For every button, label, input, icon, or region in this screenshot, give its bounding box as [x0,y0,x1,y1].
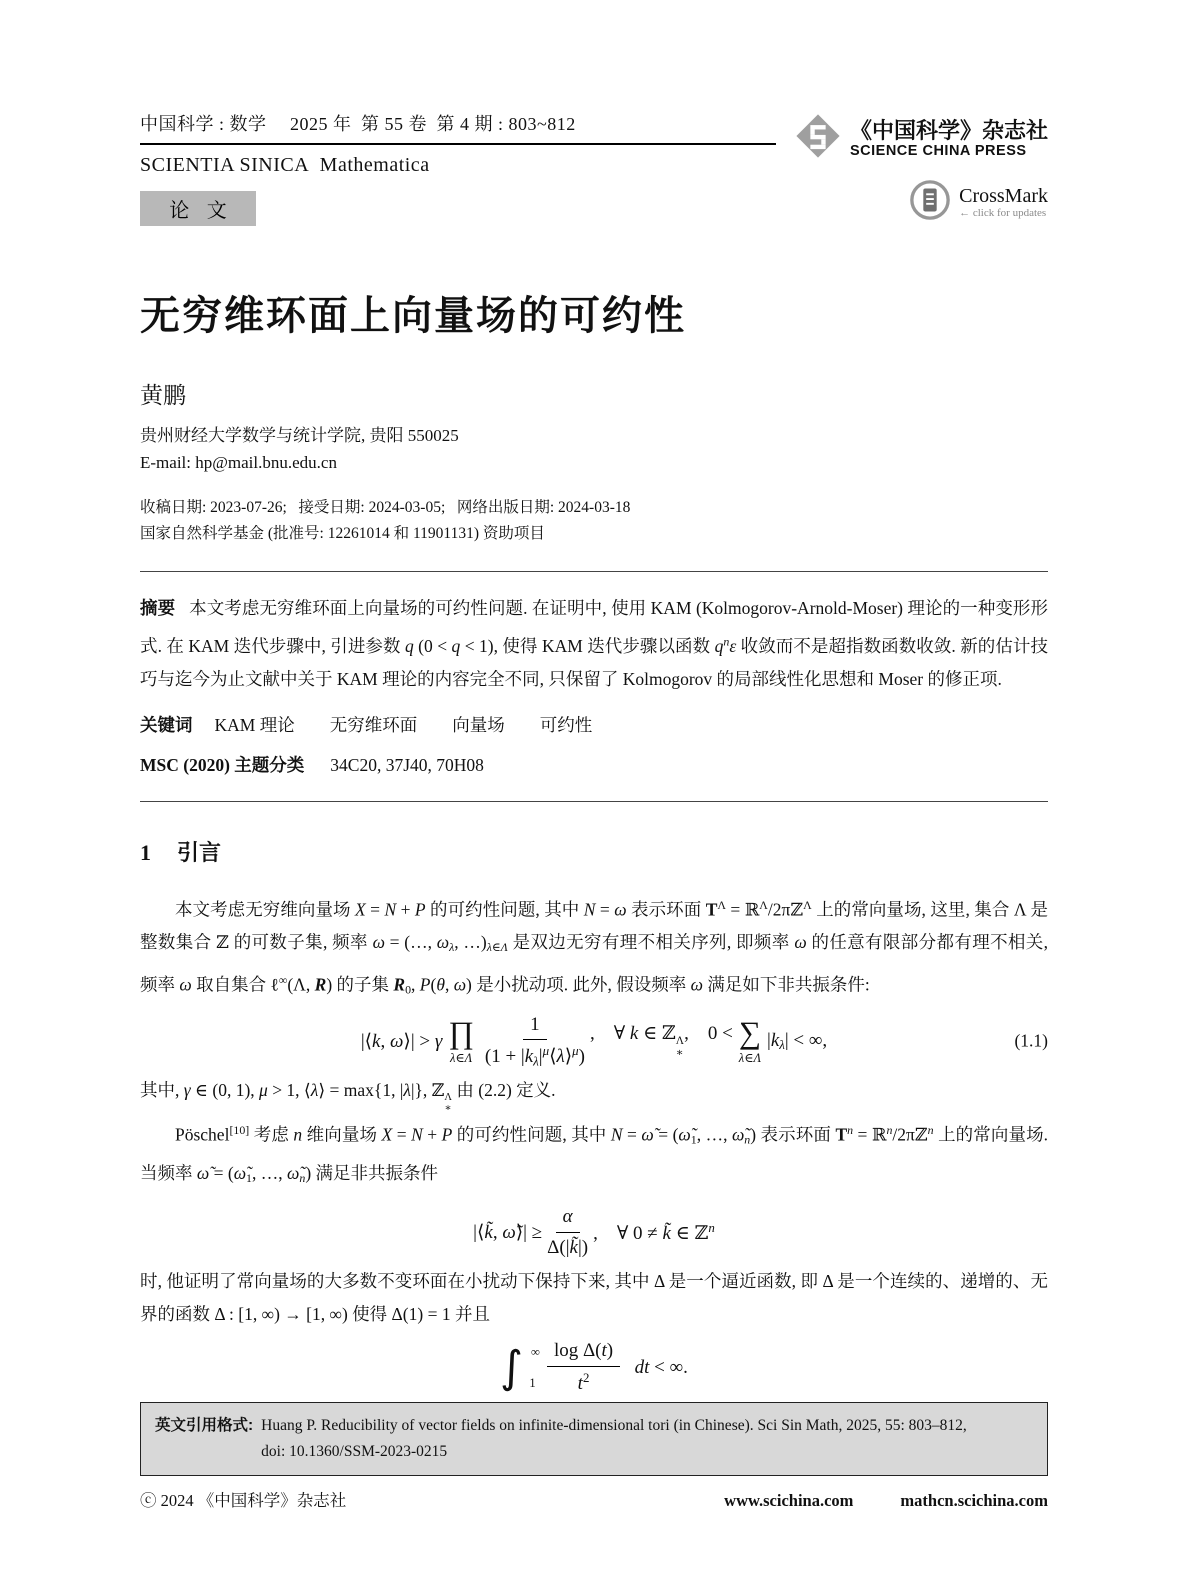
integral-upper-limit: ∞ [531,1344,540,1359]
author-name: 黄鹏 [140,383,186,408]
integral-operator [500,1341,540,1393]
intro-paragraph-3: Pöschel[10] 考虑 n 维向量场 X = N + P 的可约性问题, 其中 N = ω̃ = (ω̃1, …, ω̃n) 表示环面 $T^n$ = ℝ$^n$/2πℤ$^n$ 上的常向量场. 当频率 ω̃ = (ω̃1, …, ω̃n) 满足非共振条件 [140,1123,1049,1185]
eq2-lhs: |⟨k̃, ω̃⟩| ≥ [473,1221,543,1243]
integral-symbol: ∫ [500,1341,524,1393]
eq3-fraction [547,1339,620,1396]
press-logo-block [794,112,1048,165]
abstract [140,592,1048,696]
equation-integral [140,1339,1048,1396]
section-title: 引言 [177,839,222,865]
eq3-tail: dt < ∞. [634,1356,688,1378]
keywords-list: KAM 理论 无穷维环面 向量场 可约性 [214,714,593,735]
email-address: hp@mail.bnu.edu.cn [195,453,337,472]
product-symbol: ∏ [448,1015,474,1051]
intro-paragraph-1: 本文考虑无穷维向量场 X = N + P 的可约性问题, 其中 N = ω 表示环面 $T^\Lambda$ = ℝ$^\Lambda$/2πℤ$^\Lambda$ 上的常向量场, 这里, 集合 Λ 是整数集合 ℤ 的可数子集, 频率 ω = (…, ωλ, …)λ∈Λ 是双边无穷有理不相关序列, 即频率 ω 的任意有限部分都有理不相关, 频率 ω 取自集合 ℓ∞(Λ, R) 的子集 R0, P(θ, ω) 是小扰动项. 此外, 假设频率 ω 满足如下非共振条件: [140,897,1049,997]
email-label: E-mail: [140,453,191,472]
equation-1-1-line [361,1013,827,1070]
product-operator [448,1017,474,1065]
intro-paragraph-2: 其中, γ ∈ (0, 1), μ > 1, ⟨λ⟩ = max{1, |λ|}, ℤ Λ ∗ 由 (2.2) 定义. [140,1079,556,1115]
paper-title: 无穷维环面上向量场的可约性 [140,294,686,338]
abstract-text: 本文考虑无穷维环面上向量场的可约性问题. 在证明中, 使用 KAM (Kolmogorov-Arnold-Moser) 理论的一种变形形式. 在 KAM 迭代步骤中, 引进参数 q (0 < q < 1), 使得 KAM 迭代步骤以函数 $q^n\varepsilon$ 收敛而不是超指数函数收敛. 新的估计技巧与迄今为止文献中关于 KAM 理论的内容完全不同, 只保留了 Kolmogorov 的局部线性化思想和 Moser 的修正项. [140,598,1048,689]
keywords-line [140,712,1048,737]
section-number: 1 [140,839,151,865]
eq1-tail: |kλ| < ∞, [767,1029,828,1052]
press-name [850,118,1048,160]
journal-header-right [794,110,1048,226]
citation-text [261,1413,967,1465]
msc-line [140,752,1048,777]
equation-1-1 [140,1013,1048,1070]
funding-line: 国家自然科学基金 (批准号: 12261014 和 11901131) 资助项目 [140,525,545,542]
scichina-url: www.scichina.com [724,1491,854,1511]
crossmark-sublabel: ← click for updates [959,207,1047,220]
msc-label: MSC (2020) 主题分类 [140,754,305,775]
section-heading [140,836,1048,867]
eq2-fraction [547,1205,588,1260]
journal-line-cn: 中国科学 : 数学 2025 年 第 55 卷 第 4 期 : 803~812 [140,114,576,134]
press-name-en: SCIENCE CHINA PRESS [849,142,1027,159]
eq1-fraction-denominator: $(1 + |k\lambda|^\mu⟨\lambda⟩^\mu)$ [484,1043,585,1069]
divider-top [140,571,1048,572]
citation-line-1: Huang P. Reducibility of vector fields on infinite-dimensional tori (in Chinese). Sci Sin Math, 2025, 55: 803–812, [261,1417,967,1435]
sum-operator [739,1017,761,1065]
citation-label: 英文引用格式: [155,1417,254,1435]
eq1-middle: , ∀ k ∈ ℤ Λ ∗ , 0 < [589,1023,733,1060]
equation-integral-line [500,1339,688,1396]
crossmark-icon[interactable] [909,179,951,226]
sum-symbol: ∑ [738,1015,761,1051]
crossmark-badge[interactable] [909,179,1048,226]
journal-header-left [140,110,776,226]
eq2-fraction-denominator: Δ(|k̃|) [547,1236,589,1258]
crossmark-text [959,185,1048,219]
product-limits: λ∈Λ [450,1051,473,1066]
abstract-label: 摘要 [140,598,176,618]
eq1-lhs: |⟨k, ω⟩| > γ [360,1030,443,1052]
citation-box [140,1402,1048,1476]
header-rule [140,143,776,145]
journal-header [140,110,1048,226]
eq1-fraction [485,1013,585,1070]
sum-limits: λ∈Λ [738,1051,761,1066]
eq2-tail: , ∀ 0 ≠ k̃ ∈ ℤ$^n$ [593,1219,715,1244]
footer-links [724,1491,1048,1511]
eq3-fraction-denominator: $t^2$ [577,1370,590,1395]
keywords-label: 关键词 [140,714,193,735]
copyright-notice: ⓒ 2024 《中国科学》杂志社 [140,1491,347,1511]
integral-limits [525,1344,540,1392]
intro-paragraph-4: 时, 他证明了常向量场的大多数不变环面在小扰动下保持下来, 其中 Δ 是一个逼近函数, 即 Δ 是一个连续的、递增的、无界的函数 Δ : [1, ∞) → [1, ∞) 使得 Δ(1) = 1 并且 [140,1271,1048,1325]
science-china-press-logo-icon [794,112,842,165]
divider-abstract [140,801,1048,802]
eq3-fraction-numerator: log Δ(t) [547,1339,620,1367]
eq1-fraction-numerator: 1 [523,1013,547,1041]
journal-line-en: SCIENTIA SINICA Mathematica [140,154,430,176]
equation-poschel-line [473,1205,715,1260]
press-name-cn: 《中国科学》杂志社 [849,117,1048,143]
email-line [140,453,1048,473]
equation-poschel [140,1205,1048,1260]
msc-value: 34C20, 37J40, 70H08 [330,754,484,775]
equation-number: (1.1) [1014,1030,1048,1051]
affiliation: 贵州财经大学数学与统计学院, 贵阳 550025 [140,426,459,445]
page-footer [140,1487,1048,1511]
eq2-fraction-numerator: α [556,1205,580,1233]
mathcn-url: mathcn.scichina.com [900,1491,1048,1511]
article-type-badge: 论 文 [140,191,256,226]
dates-line: 收稿日期: 2023-07-26; 接受日期: 2024-03-05; 网络出版日期: 2024-03-18 [140,499,631,516]
citation-line-2: doi: 10.1360/SSM-2023-0215 [261,1443,448,1461]
crossmark-label: CrossMark [959,185,1048,208]
integral-lower-limit: 1 [529,1375,536,1390]
